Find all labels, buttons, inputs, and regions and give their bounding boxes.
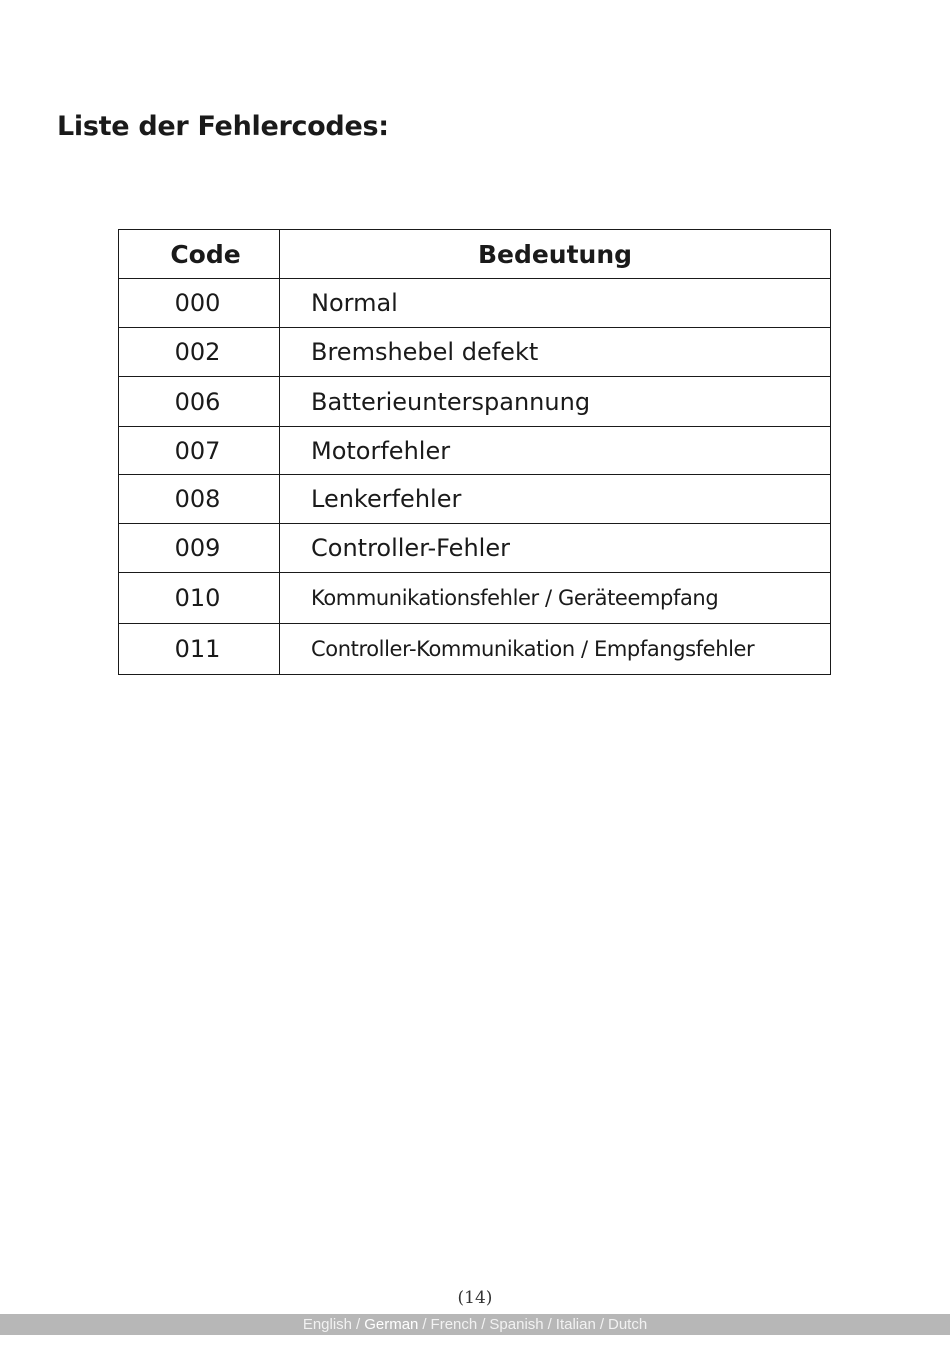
- language-french: French: [430, 1316, 478, 1333]
- table-row: [119, 377, 831, 427]
- meaning-cell: Controller-Kommunikation / Empfangsfehler: [280, 624, 831, 675]
- error-code-table: [118, 229, 831, 675]
- page-title: Liste der Fehlercodes:: [57, 111, 389, 142]
- code-cell: 010: [119, 573, 280, 624]
- meaning-cell: Batterieunterspannung: [280, 377, 831, 427]
- meaning-cell: Lenkerfehler: [280, 475, 831, 524]
- language-english: English: [302, 1316, 353, 1333]
- language-dutch: Dutch: [608, 1316, 648, 1333]
- code-cell: 007: [119, 427, 280, 475]
- meaning-cell: Motorfehler: [280, 427, 831, 475]
- language-separator: /: [481, 1316, 486, 1333]
- table-row: [119, 328, 831, 377]
- table-row: [119, 624, 831, 675]
- meaning-cell: Normal: [280, 279, 831, 328]
- header-code: Code: [119, 230, 280, 279]
- table-row: [119, 279, 831, 328]
- code-cell: 000: [119, 279, 280, 328]
- language-separator: /: [422, 1316, 427, 1333]
- code-cell: 006: [119, 377, 280, 427]
- code-cell: 009: [119, 524, 280, 573]
- header-meaning: Bedeutung: [280, 230, 831, 279]
- table-row: [119, 475, 831, 524]
- table-row: [119, 427, 831, 475]
- language-separator: /: [356, 1316, 361, 1333]
- code-cell: 011: [119, 624, 280, 675]
- language-separator: /: [547, 1316, 552, 1333]
- language-separator: /: [599, 1316, 604, 1333]
- language-italian: Italian: [555, 1316, 596, 1333]
- language-bar: [0, 1314, 950, 1335]
- page-number: (14): [457, 1288, 493, 1308]
- table-row: [119, 524, 831, 573]
- table-header-row: [119, 230, 831, 279]
- code-cell: 008: [119, 475, 280, 524]
- table-row: [119, 573, 831, 624]
- meaning-cell: Kommunikationsfehler / Geräteempfang: [280, 573, 831, 624]
- code-cell: 002: [119, 328, 280, 377]
- language-german: German: [364, 1316, 419, 1333]
- meaning-cell: Bremshebel defekt: [280, 328, 831, 377]
- language-spanish: Spanish: [489, 1316, 544, 1333]
- meaning-cell: Controller-Fehler: [280, 524, 831, 573]
